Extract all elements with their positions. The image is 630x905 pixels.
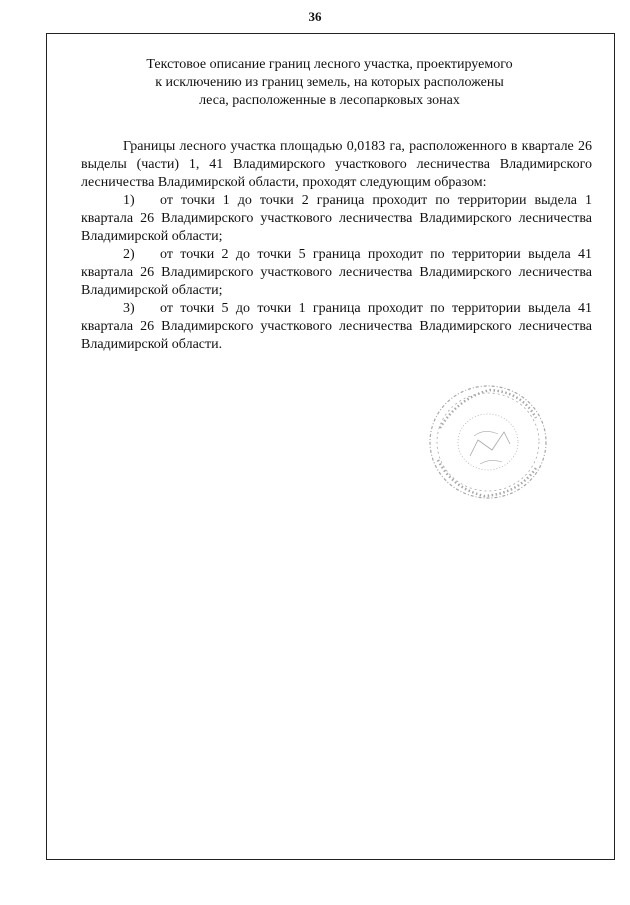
title-line-3: леса, расположенные в лесопарковых зонах bbox=[199, 93, 460, 108]
document-title bbox=[46, 56, 613, 110]
intro-paragraph: Границы лесного участка площадью 0,0183 га, расположенного в квартале 26 выделы (части) 1, 41 Владимирского участкового лесничества Владимирского лесничества Владимирской области, проходят следующим образом: bbox=[81, 139, 592, 190]
list-item-number: 1) bbox=[123, 193, 135, 208]
title-line-2: к исключению из границ земель, на которых расположены bbox=[155, 75, 504, 90]
title-line-1: Текстовое описание границ лесного участка, проектируемого bbox=[146, 57, 513, 72]
list-item-number: 3) bbox=[123, 301, 135, 316]
page-number: 36 bbox=[308, 9, 322, 24]
list-item-number: 2) bbox=[123, 247, 135, 262]
list-item-text: от точки 5 до точки 1 граница проходит по территории выдела 41 квартала 26 Владимирского участкового лесничества Владимирского лесничества Владимирской области. bbox=[81, 301, 592, 352]
list-item bbox=[81, 246, 592, 300]
list-item bbox=[81, 192, 592, 246]
round-seal-stamp-icon bbox=[418, 378, 550, 504]
document-body bbox=[81, 138, 592, 354]
list-item-text: от точки 2 до точки 5 граница проходит по территории выдела 41 квартала 26 Владимирского участкового лесничества Владимирского лесничества Владимирской области; bbox=[81, 247, 592, 298]
list-item-text: от точки 1 до точки 2 граница проходит по территории выдела 1 квартала 26 Владимирского участкового лесничества Владимирского лесничества Владимирской области; bbox=[81, 193, 592, 244]
list-item bbox=[81, 300, 592, 354]
